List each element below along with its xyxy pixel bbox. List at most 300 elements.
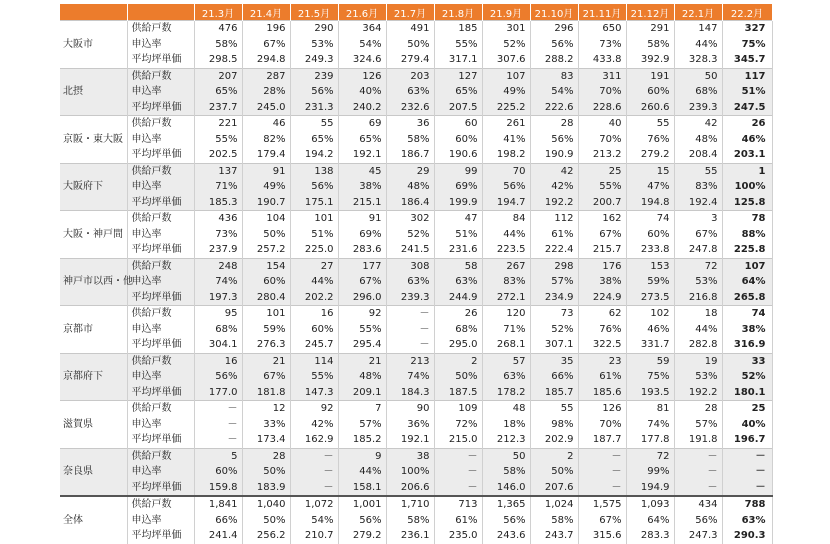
table-row [60,306,772,322]
metric-label: 平均坪単価 [127,337,194,353]
table-cell: 42 [674,116,722,132]
table-cell: 147.3 [290,385,338,401]
table-cell: 1,040 [242,496,290,513]
metric-label: 供給戸数 [127,21,194,37]
table-cell: 16 [290,306,338,322]
table-row [60,227,772,243]
region-label: 京都府下 [60,353,127,401]
table-cell: 213 [386,353,434,369]
table-cell: 60 [434,116,482,132]
table-cell: 21 [338,353,386,369]
table-cell: 28 [530,116,578,132]
table-cell: 146.0 [482,480,530,497]
table-cell: － [674,480,722,497]
table-cell: 279.2 [626,147,674,163]
table-cell: 433.8 [578,52,626,68]
table-cell: 1,841 [194,496,242,513]
table-cell: 185.6 [578,385,626,401]
table-cell: 64% [626,513,674,529]
metric-label: 供給戸数 [127,448,194,464]
table-cell: 47% [626,179,674,195]
table-cell: 2 [434,353,482,369]
table-row [60,353,772,369]
table-cell: 194.2 [290,147,338,163]
table-row [60,432,772,448]
table-cell: － [194,401,242,417]
table-cell: 57% [338,417,386,433]
table-cell: 56% [290,84,338,100]
table-cell: 138 [290,163,338,179]
table-header [60,4,772,21]
table-cell: 197.3 [194,290,242,306]
metric-label: 平均坪単価 [127,432,194,448]
table-cell: 190.6 [434,147,482,163]
table-cell: 70 [482,163,530,179]
table-row [60,258,772,274]
table-cell: 18 [674,306,722,322]
table-row [60,84,772,100]
table-row [60,179,772,195]
table-cell: 221 [194,116,242,132]
table-cell: 392.9 [626,52,674,68]
table-cell: 231.6 [434,242,482,258]
table-cell: 68% [194,322,242,338]
table-cell: 61% [434,513,482,529]
table-cell: 272.1 [482,290,530,306]
table-row [60,242,772,258]
table-cell: 192.4 [674,195,722,211]
table-row [60,448,772,464]
table-cell: － [194,432,242,448]
table-cell: 35 [530,353,578,369]
table-cell: 268.1 [482,337,530,353]
table-cell: 44% [674,322,722,338]
table-cell: 99 [434,163,482,179]
column-header: 21.6月 [338,4,386,21]
table-cell: 175.1 [290,195,338,211]
column-header: 21.9月 [482,4,530,21]
table-cell: 126 [338,68,386,84]
table-cell: 1,710 [386,496,434,513]
table-cell: 55% [338,322,386,338]
table-row [60,163,772,179]
table-row [60,513,772,529]
table-cell: 49% [482,84,530,100]
table-cell: 58% [482,464,530,480]
table-cell: 55 [290,116,338,132]
table-cell: 63% [434,274,482,290]
table-cell: 53% [674,274,722,290]
table-cell: 248 [194,258,242,274]
table-cell: 222.6 [530,100,578,116]
table-cell: 29 [386,163,434,179]
table-cell: 327 [722,21,772,37]
table-cell: 56% [482,513,530,529]
table-cell: 233.8 [626,242,674,258]
table-cell: 273.5 [626,290,674,306]
table-cell: 23 [578,353,626,369]
table-cell: 1,093 [626,496,674,513]
table-cell: 180.1 [722,385,772,401]
table-cell: 54% [530,84,578,100]
table-cell: 788 [722,496,772,513]
metric-label: 供給戸数 [127,401,194,417]
table-cell: 186.4 [386,195,434,211]
table-cell: 54% [338,37,386,53]
table-cell: 50% [242,513,290,529]
region-label: 京都市 [60,306,127,354]
table-cell: 162.9 [290,432,338,448]
table-cell: 48% [338,369,386,385]
table-cell: 60% [194,464,242,480]
table-row [60,37,772,53]
table-cell: 44% [482,227,530,243]
table-cell: 56% [482,179,530,195]
table-cell: 296 [530,21,578,37]
metric-label: 申込率 [127,37,194,53]
region-group [60,401,772,449]
table-cell: 67% [338,274,386,290]
table-cell: 650 [578,21,626,37]
table-cell: 56% [338,513,386,529]
table-cell: 207.5 [434,100,482,116]
table-cell: 52% [530,322,578,338]
table-cell: 42% [290,417,338,433]
table-cell: 222.4 [530,242,578,258]
table-row [60,337,772,353]
table-cell: 49% [242,179,290,195]
table-cell: 66% [530,369,578,385]
table-cell: 231.3 [290,100,338,116]
table-cell: 91 [338,211,386,227]
table-cell: 213.2 [578,147,626,163]
region-label: 大阪・神戸間 [60,211,127,259]
table-cell: 1 [722,163,772,179]
table-cell: 36% [386,417,434,433]
table-cell: 53% [290,37,338,53]
table-cell: 72% [434,417,482,433]
table-cell: 185.2 [338,432,386,448]
table-cell: 92 [290,401,338,417]
table-cell: 78 [722,211,772,227]
table-row [60,147,772,163]
region-group [60,21,772,69]
table-cell: 209.1 [338,385,386,401]
table-cell: 290.3 [722,528,772,544]
metric-label: 供給戸数 [127,258,194,274]
table-cell: 178.2 [482,385,530,401]
table-cell: 194.8 [626,195,674,211]
table-cell: 283.3 [626,528,674,544]
table-cell: 50 [674,68,722,84]
table-cell: 27 [290,258,338,274]
region-group [60,68,772,116]
table-cell: 33 [722,353,772,369]
table-cell: 194.9 [626,480,674,497]
table-cell: 100% [386,464,434,480]
table-cell: 56% [530,132,578,148]
table-cell: 38% [338,179,386,195]
table-cell: 55 [530,401,578,417]
metric-label: 申込率 [127,84,194,100]
table-cell: 215.0 [434,432,482,448]
column-header: 21.7月 [386,4,434,21]
table-cell: 154 [242,258,290,274]
table-cell: 237.9 [194,242,242,258]
table-cell: 100% [722,179,772,195]
table-cell: 19 [674,353,722,369]
table-cell: 239 [290,68,338,84]
table-cell: 70% [578,84,626,100]
table-row [60,385,772,401]
table-cell: 53% [674,369,722,385]
table-cell: 33% [242,417,290,433]
table-cell: 187.5 [434,385,482,401]
table-cell: 107 [722,258,772,274]
region-label: 奈良県 [60,448,127,496]
table-cell: 291 [626,21,674,37]
table-cell: 184.3 [386,385,434,401]
table-cell: 71% [194,179,242,195]
table-cell: 324.6 [338,52,386,68]
table-row [60,401,772,417]
table-cell: 190.9 [530,147,578,163]
table-cell: 55% [578,179,626,195]
metric-label: 申込率 [127,417,194,433]
table-cell: 26 [434,306,482,322]
table-cell: 177.8 [626,432,674,448]
table-cell: 58% [194,37,242,53]
table-cell: 92 [338,306,386,322]
metric-label: 平均坪単価 [127,147,194,163]
table-cell: 81 [626,401,674,417]
column-header: 21.11月 [578,4,626,21]
table-cell: 74% [194,274,242,290]
region-group [60,258,772,306]
table-cell: 257.2 [242,242,290,258]
metric-label: 平均坪単価 [127,290,194,306]
table-cell: 67% [242,37,290,53]
table-cell: 177 [338,258,386,274]
table-cell: 65% [338,132,386,148]
metric-label: 供給戸数 [127,116,194,132]
table-cell: 1,365 [482,496,530,513]
table-cell: 302 [386,211,434,227]
table-cell: 114 [290,353,338,369]
table-cell: 42% [530,179,578,195]
table-cell: 187.7 [578,432,626,448]
table-cell: 52% [722,369,772,385]
table-cell: 117 [722,68,772,84]
metric-label: 申込率 [127,513,194,529]
table-cell: 70% [578,417,626,433]
table-cell: 280.4 [242,290,290,306]
table-cell: 125.8 [722,195,772,211]
region-label: 全体 [60,496,127,544]
table-cell: － [386,306,434,322]
table-cell: 83% [674,179,722,195]
table-cell: 288.2 [530,52,578,68]
table-cell: 52% [482,37,530,53]
table-cell: 12 [242,401,290,417]
table-cell: 60% [626,84,674,100]
table-cell: － [722,464,772,480]
table-cell: 216.8 [674,290,722,306]
table-cell: 247.5 [722,100,772,116]
table-row [60,116,772,132]
column-header: 21.4月 [242,4,290,21]
table-cell: 25 [722,401,772,417]
table-cell: 127 [434,68,482,84]
table-cell: 181.8 [242,385,290,401]
table-cell: 267 [482,258,530,274]
table-cell: 331.7 [626,337,674,353]
table-cell: 25 [578,163,626,179]
table-row [60,132,772,148]
table-cell: 243.6 [482,528,530,544]
table-cell: 185.3 [194,195,242,211]
region-label: 北摂 [60,68,127,116]
table-cell: 63% [722,513,772,529]
table-cell: 52% [386,227,434,243]
table-cell: 162 [578,211,626,227]
table-cell: 364 [338,21,386,37]
table-cell: 50% [242,464,290,480]
table-cell: 84 [482,211,530,227]
table-cell: 224.9 [578,290,626,306]
table-row [60,100,772,116]
region-group [60,211,772,259]
table-row [60,496,772,513]
table-cell: 2 [530,448,578,464]
metric-label: 平均坪単価 [127,242,194,258]
table-cell: 57% [674,417,722,433]
metric-label: 供給戸数 [127,496,194,513]
metric-label: 供給戸数 [127,306,194,322]
table-cell: 76% [578,322,626,338]
table-cell: 104 [242,211,290,227]
table-cell: 95 [194,306,242,322]
table-cell: 107 [482,68,530,84]
metric-label: 申込率 [127,227,194,243]
table-cell: 245.7 [290,337,338,353]
table-cell: 109 [434,401,482,417]
data-table-container [60,4,772,544]
table-cell: 99% [626,464,674,480]
table-cell: 235.0 [434,528,482,544]
table-cell: 48 [482,401,530,417]
table-cell: － [386,322,434,338]
table-cell: 137 [194,163,242,179]
table-cell: 55% [194,132,242,148]
table-cell: 208.4 [674,147,722,163]
table-cell: 40% [338,84,386,100]
table-cell: 212.3 [482,432,530,448]
column-header: 21.3月 [194,4,242,21]
column-header: 22.1月 [674,4,722,21]
table-cell: 58% [626,37,674,53]
table-cell: 206.6 [386,480,434,497]
table-cell: 57% [530,274,578,290]
condominium-supply-table [60,4,773,544]
table-cell: 38% [722,322,772,338]
table-cell: 55 [674,163,722,179]
table-cell: 15 [626,163,674,179]
table-cell: 50% [386,37,434,53]
table-cell: 61% [578,369,626,385]
table-cell: 58% [530,513,578,529]
table-cell: 28 [674,401,722,417]
table-cell: 311 [578,68,626,84]
table-cell: 158.1 [338,480,386,497]
region-label: 神戸市以西・他 [60,258,127,306]
table-cell: 153 [626,258,674,274]
table-cell: 239.3 [674,100,722,116]
metric-label: 申込率 [127,274,194,290]
table-cell: 322.5 [578,337,626,353]
table-cell: 295.4 [338,337,386,353]
table-cell: 307.1 [530,337,578,353]
table-cell: 191 [626,68,674,84]
table-cell: 713 [434,496,482,513]
table-cell: － [386,337,434,353]
table-cell: 74% [386,369,434,385]
table-row [60,290,772,306]
table-cell: 7 [338,401,386,417]
table-cell: 59 [626,353,674,369]
column-header: 21.5月 [290,4,338,21]
table-cell: 61% [530,227,578,243]
table-cell: 44% [290,274,338,290]
table-cell: 51% [290,227,338,243]
table-cell: 436 [194,211,242,227]
table-cell: 65% [434,84,482,100]
metric-label: 平均坪単価 [127,480,194,497]
table-cell: 126 [578,401,626,417]
table-cell: － [434,448,482,464]
table-cell: 185 [434,21,482,37]
table-cell: 42 [530,163,578,179]
table-row [60,417,772,433]
table-cell: 287 [242,68,290,84]
table-cell: － [290,448,338,464]
table-cell: 196.7 [722,432,772,448]
table-cell: 68% [434,322,482,338]
metric-label: 申込率 [127,132,194,148]
table-cell: 63% [386,84,434,100]
table-cell: 190.7 [242,195,290,211]
table-row [60,21,772,37]
table-cell: 1,001 [338,496,386,513]
table-cell: 51% [722,84,772,100]
table-cell: 215.7 [578,242,626,258]
table-cell: 265.8 [722,290,772,306]
table-cell: － [674,464,722,480]
table-cell: 75% [626,369,674,385]
column-header: 22.2月 [722,4,772,21]
table-cell: 192.2 [530,195,578,211]
table-cell: 67% [674,227,722,243]
table-cell: 58% [386,132,434,148]
table-cell: 26 [722,116,772,132]
table-row [60,528,772,544]
table-cell: － [578,448,626,464]
table-cell: 193.5 [626,385,674,401]
table-cell: 82% [242,132,290,148]
column-header: 21.8月 [434,4,482,21]
table-cell: 98% [530,417,578,433]
table-cell: 176 [578,258,626,274]
